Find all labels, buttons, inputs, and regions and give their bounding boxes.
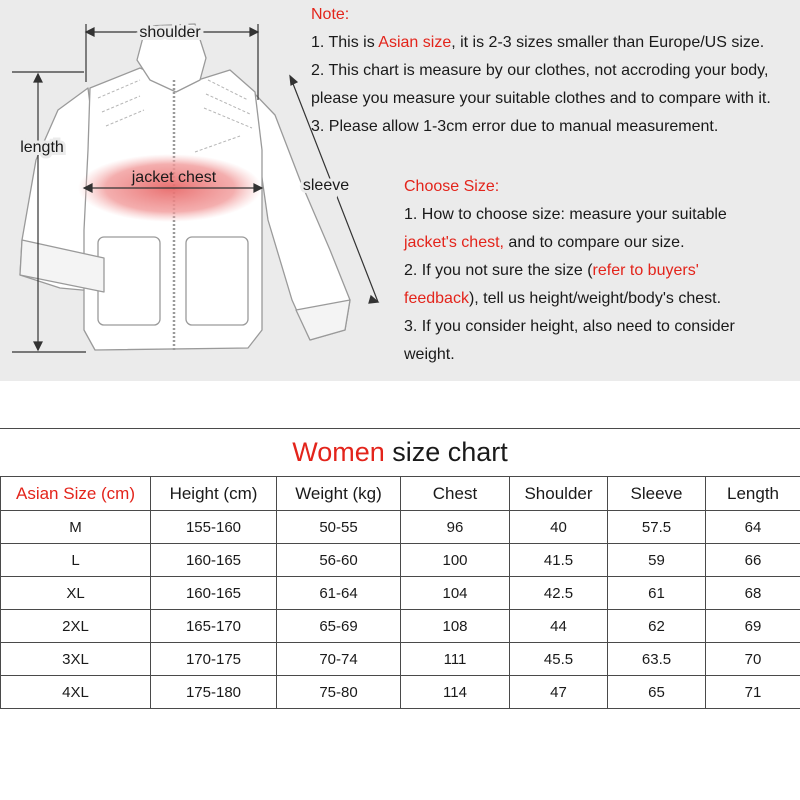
cell-sleeve: 61 (608, 577, 706, 610)
shoulder-label: shoulder (139, 24, 201, 41)
cell-chest: 104 (401, 577, 510, 610)
choose-line-3: 2. If you not sure the size (refer to buyers' (404, 262, 699, 279)
cell-size: M (1, 511, 151, 544)
cell-sleeve: 57.5 (608, 511, 706, 544)
cell-height: 155-160 (151, 511, 277, 544)
cell-chest: 96 (401, 511, 510, 544)
header-length: Length (706, 477, 800, 511)
right-pocket (186, 237, 248, 325)
cell-height: 160-165 (151, 544, 277, 577)
cell-height: 160-165 (151, 577, 277, 610)
length-label: length (20, 139, 64, 156)
cell-height: 165-170 (151, 610, 277, 643)
cell-shoulder: 47 (510, 676, 608, 709)
header-chest: Chest (401, 477, 510, 511)
chest-label: jacket chest (131, 169, 217, 186)
header-shoulder: Shoulder (510, 477, 608, 511)
cell-sleeve: 62 (608, 610, 706, 643)
choose-line-4: feedback), tell us height/weight/body's chest. (404, 290, 722, 307)
table-row (1, 577, 800, 610)
cell-length: 69 (706, 610, 800, 643)
note-line-2: 2. This chart is measure by our clothes, not accroding your body, (311, 62, 769, 79)
table-row (1, 511, 800, 544)
cell-weight: 56-60 (277, 544, 401, 577)
left-pocket (98, 237, 160, 325)
cell-height: 170-175 (151, 643, 277, 676)
cell-length: 71 (706, 676, 800, 709)
cell-length: 70 (706, 643, 800, 676)
cell-chest: 108 (401, 610, 510, 643)
header-asian-size: Asian Size (cm) (1, 477, 151, 511)
cell-size: 2XL (1, 610, 151, 643)
cell-length: 64 (706, 511, 800, 544)
cell-length: 68 (706, 577, 800, 610)
note-heading: Note: (311, 6, 350, 23)
cell-height: 175-180 (151, 676, 277, 709)
cell-size: 4XL (1, 676, 151, 709)
cell-shoulder: 44 (510, 610, 608, 643)
cell-shoulder: 45.5 (510, 643, 608, 676)
header-weight: Weight (kg) (277, 477, 401, 511)
cell-chest: 111 (401, 643, 510, 676)
cell-shoulder: 41.5 (510, 544, 608, 577)
size-table-header (1, 477, 800, 511)
note-line-4: 3. Please allow 1-3cm error due to manual measurement. (311, 118, 719, 135)
cell-sleeve: 59 (608, 544, 706, 577)
note-line-3: please you measure your suitable clothes and to compare with it. (311, 90, 771, 107)
cell-weight: 61-64 (277, 577, 401, 610)
note-line-1: 1. This is Asian size, it is 2-3 sizes smaller than Europe/US size. (311, 34, 765, 51)
cell-sleeve: 63.5 (608, 643, 706, 676)
sleeve-label: sleeve (302, 177, 350, 194)
table-row (1, 610, 800, 643)
header-sleeve: Sleeve (608, 477, 706, 511)
cell-sleeve: 65 (608, 676, 706, 709)
table-row (1, 643, 800, 676)
chart-title: Women size chart (292, 437, 508, 467)
cell-shoulder: 42.5 (510, 577, 608, 610)
choose-heading: Choose Size: (404, 178, 500, 195)
cell-weight: 70-74 (277, 643, 401, 676)
cell-size: L (1, 544, 151, 577)
choose-line-6: weight. (404, 346, 455, 363)
cell-size: XL (1, 577, 151, 610)
size-table (0, 476, 800, 709)
chart-top-rule (0, 428, 800, 429)
cell-weight: 50-55 (277, 511, 401, 544)
table-row (1, 676, 800, 709)
cell-weight: 75-80 (277, 676, 401, 709)
cell-weight: 65-69 (277, 610, 401, 643)
cell-length: 66 (706, 544, 800, 577)
table-row (1, 544, 800, 577)
choose-line-2: jacket's chest, and to compare our size. (404, 234, 685, 251)
cell-chest: 100 (401, 544, 510, 577)
choose-line-1: 1. How to choose size: measure your suitable (404, 206, 727, 223)
jacket-diagram (0, 0, 400, 381)
cell-shoulder: 40 (510, 511, 608, 544)
header-height: Height (cm) (151, 477, 277, 511)
choose-line-5: 3. If you consider height, also need to consider (404, 318, 735, 335)
cell-chest: 114 (401, 676, 510, 709)
cell-size: 3XL (1, 643, 151, 676)
